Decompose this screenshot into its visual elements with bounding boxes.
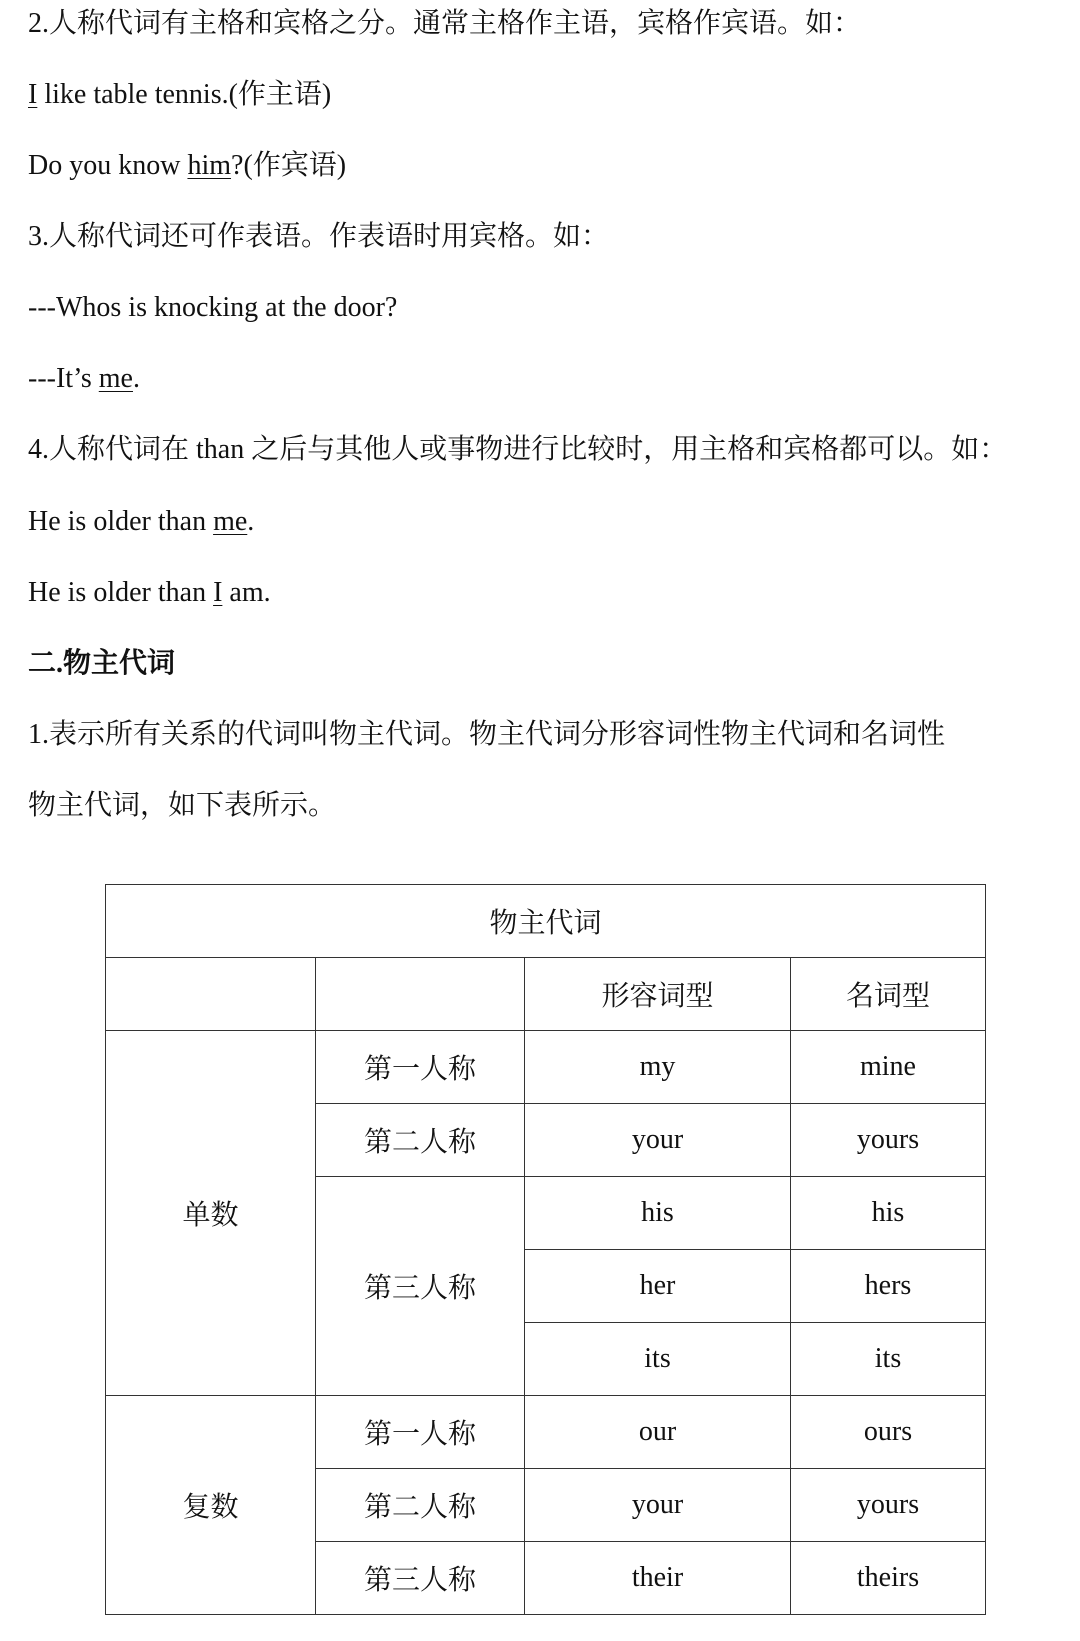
- possessive-pronoun-table: [105, 884, 986, 1615]
- paragraph-line-2: 物主代词，如下表所示。: [28, 790, 337, 821]
- section-heading: 二.物主代词: [28, 648, 176, 679]
- adjective-cell: their: [525, 1542, 791, 1615]
- example-than-me: [28, 504, 254, 540]
- header-adjective-type: 形容词型: [525, 958, 791, 1031]
- dialog-question: ---Whos is knocking at the door?: [28, 292, 398, 323]
- adjective-cell: its: [525, 1323, 791, 1396]
- header-noun-type: 名词型: [791, 958, 986, 1031]
- dialog-answer: [28, 361, 140, 397]
- table-title-row: [106, 885, 986, 958]
- noun-cell: yours: [791, 1469, 986, 1542]
- noun-cell: ours: [791, 1396, 986, 1469]
- example-than-i: [28, 575, 271, 611]
- group-singular: 单数: [106, 1031, 316, 1396]
- example-text: ?(作宾语): [231, 150, 347, 181]
- adjective-cell: his: [525, 1177, 791, 1250]
- example-text: ---It’s: [28, 363, 99, 394]
- example-text: .: [132, 363, 140, 394]
- noun-cell: theirs: [791, 1542, 986, 1615]
- noun-cell: mine: [791, 1031, 986, 1104]
- underlined-word: me: [213, 506, 248, 537]
- paragraph-line-1: 1.表示所有关系的代词叫物主代词。物主代词分形容词性物主代词和名词性: [28, 719, 946, 750]
- table-row: [106, 1396, 986, 1469]
- example-text: am.: [222, 577, 271, 608]
- example-text: .: [247, 506, 255, 537]
- underlined-word: him: [187, 150, 232, 181]
- person-cell: 第一人称: [316, 1031, 525, 1104]
- example-text: Do you know: [28, 150, 188, 181]
- header-empty: [316, 958, 525, 1031]
- table-title: 物主代词: [106, 885, 986, 958]
- underlined-word: me: [98, 363, 133, 394]
- example-text: He is older than: [28, 577, 214, 608]
- noun-cell: his: [791, 1177, 986, 1250]
- rule-2-text: 2.人称代词有主格和宾格之分。通常主格作主语，宾格作宾语。如：: [28, 8, 862, 39]
- group-plural: 复数: [106, 1396, 316, 1615]
- rule-4-text: 4.人称代词在 than 之后与其他人或事物进行比较时，用主格和宾格都可以。如：: [28, 434, 1008, 465]
- example-text: like table tennis.(作主语): [37, 79, 332, 110]
- adjective-cell: her: [525, 1250, 791, 1323]
- person-cell: 第三人称: [316, 1542, 525, 1615]
- example-text: He is older than: [28, 506, 214, 537]
- underlined-word: I: [213, 577, 223, 608]
- adjective-cell: your: [525, 1104, 791, 1177]
- header-empty: [106, 958, 316, 1031]
- adjective-cell: my: [525, 1031, 791, 1104]
- noun-cell: its: [791, 1323, 986, 1396]
- underlined-word: I: [28, 79, 38, 110]
- noun-cell: hers: [791, 1250, 986, 1323]
- rule-3-text: 3.人称代词还可作表语。作表语时用宾格。如：: [28, 221, 610, 252]
- example-subject: [28, 77, 331, 113]
- adjective-cell: your: [525, 1469, 791, 1542]
- person-cell: 第一人称: [316, 1396, 525, 1469]
- adjective-cell: our: [525, 1396, 791, 1469]
- example-object: [28, 148, 346, 184]
- person-cell: 第二人称: [316, 1104, 525, 1177]
- noun-cell: yours: [791, 1104, 986, 1177]
- person-cell: 第三人称: [316, 1177, 525, 1396]
- table-row: [106, 1031, 986, 1104]
- person-cell: 第二人称: [316, 1469, 525, 1542]
- table-header-row: [106, 958, 986, 1031]
